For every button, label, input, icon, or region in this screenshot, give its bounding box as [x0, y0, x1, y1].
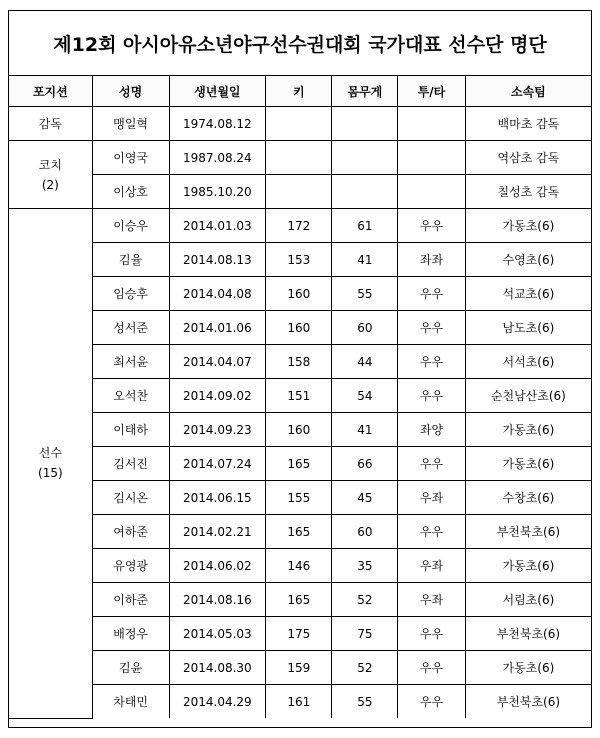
cell-height: 160	[266, 311, 332, 345]
cell-birth: 2014.04.08	[169, 277, 266, 311]
cell-height: 165	[266, 447, 332, 481]
cell-weight: 55	[332, 277, 398, 311]
position-label: 감독	[38, 116, 62, 131]
cell-height	[266, 175, 332, 209]
cell-birth: 2014.09.23	[169, 413, 266, 447]
table-row	[9, 651, 591, 685]
cell-height: 155	[266, 481, 332, 515]
cell-weight: 45	[332, 481, 398, 515]
cell-birth: 1974.08.12	[169, 107, 266, 141]
cell-throw-bat: 우우	[398, 685, 466, 719]
cell-team: 부천북초(6)	[465, 685, 591, 719]
cell-team: 순천남산초(6)	[465, 379, 591, 413]
cell-team: 부천북초(6)	[465, 515, 591, 549]
cell-name: 최서윤	[92, 345, 169, 379]
cell-team: 가동초(6)	[465, 447, 591, 481]
table-row	[9, 209, 591, 243]
table-row	[9, 447, 591, 481]
cell-weight: 61	[332, 209, 398, 243]
cell-throw-bat: 우우	[398, 277, 466, 311]
column-header-weight: 몸무게	[332, 76, 398, 107]
cell-name: 성서준	[92, 311, 169, 345]
cell-birth: 2014.08.16	[169, 583, 266, 617]
cell-birth: 2014.08.13	[169, 243, 266, 277]
cell-name: 이태하	[92, 413, 169, 447]
cell-name: 이승우	[92, 209, 169, 243]
cell-birth: 2014.04.29	[169, 685, 266, 719]
cell-throw-bat	[398, 175, 466, 209]
column-header-birth: 생년월일	[169, 76, 266, 107]
table-row	[9, 107, 591, 141]
cell-team: 가동초(6)	[465, 651, 591, 685]
cell-throw-bat: 우좌	[398, 481, 466, 515]
cell-team: 역삼초 감독	[465, 141, 591, 175]
cell-height: 153	[266, 243, 332, 277]
cell-birth: 2014.06.15	[169, 481, 266, 515]
cell-weight: 66	[332, 447, 398, 481]
cell-weight: 75	[332, 617, 398, 651]
cell-birth: 2014.05.03	[169, 617, 266, 651]
table-row	[9, 175, 591, 209]
cell-height: 160	[266, 413, 332, 447]
cell-birth: 1987.08.24	[169, 141, 266, 175]
cell-throw-bat	[398, 141, 466, 175]
cell-height: 151	[266, 379, 332, 413]
cell-name: 차태민	[92, 685, 169, 719]
roster-body	[9, 107, 591, 719]
table-row	[9, 243, 591, 277]
table-row	[9, 277, 591, 311]
cell-birth: 2014.01.06	[169, 311, 266, 345]
cell-throw-bat: 우좌	[398, 583, 466, 617]
cell-birth: 2014.09.02	[169, 379, 266, 413]
cell-throw-bat: 우우	[398, 617, 466, 651]
cell-name: 임승후	[92, 277, 169, 311]
cell-height	[266, 141, 332, 175]
cell-name: 김시온	[92, 481, 169, 515]
table-row	[9, 617, 591, 651]
table-row	[9, 311, 591, 345]
cell-throw-bat: 좌양	[398, 413, 466, 447]
cell-position	[9, 141, 92, 209]
roster-document	[8, 10, 592, 728]
cell-weight: 52	[332, 583, 398, 617]
cell-name: 이영국	[92, 141, 169, 175]
cell-height: 165	[266, 583, 332, 617]
table-row	[9, 379, 591, 413]
cell-name: 김율	[92, 243, 169, 277]
header-row	[9, 76, 591, 107]
cell-throw-bat	[398, 107, 466, 141]
cell-name: 맹일혁	[92, 107, 169, 141]
cell-name: 유영광	[92, 549, 169, 583]
cell-throw-bat: 우우	[398, 379, 466, 413]
cell-team: 가동초(6)	[465, 209, 591, 243]
cell-team: 수영초(6)	[465, 243, 591, 277]
cell-birth: 2014.02.21	[169, 515, 266, 549]
column-header-height: 키	[266, 76, 332, 107]
column-header-position: 포지션	[9, 76, 92, 107]
cell-height	[266, 107, 332, 141]
cell-team: 서림초(6)	[465, 583, 591, 617]
cell-team: 칠성초 감독	[465, 175, 591, 209]
cell-height: 158	[266, 345, 332, 379]
cell-team: 석교초(6)	[465, 277, 591, 311]
cell-throw-bat: 우우	[398, 209, 466, 243]
cell-name: 김서진	[92, 447, 169, 481]
position-label: 코치	[38, 157, 62, 172]
cell-weight	[332, 175, 398, 209]
cell-height: 165	[266, 515, 332, 549]
position-label: 선수	[38, 446, 62, 461]
cell-weight: 60	[332, 515, 398, 549]
cell-height: 172	[266, 209, 332, 243]
table-row	[9, 141, 591, 175]
cell-name: 여하준	[92, 515, 169, 549]
cell-team: 서석초(6)	[465, 345, 591, 379]
cell-weight: 60	[332, 311, 398, 345]
column-header-name: 성명	[92, 76, 169, 107]
cell-throw-bat: 우우	[398, 447, 466, 481]
cell-birth: 2014.06.02	[169, 549, 266, 583]
cell-height: 146	[266, 549, 332, 583]
cell-name: 김윤	[92, 651, 169, 685]
cell-weight: 35	[332, 549, 398, 583]
cell-weight: 52	[332, 651, 398, 685]
cell-weight: 41	[332, 413, 398, 447]
roster-table	[9, 76, 591, 719]
cell-height: 175	[266, 617, 332, 651]
cell-weight: 41	[332, 243, 398, 277]
cell-height: 159	[266, 651, 332, 685]
cell-name: 이상호	[92, 175, 169, 209]
cell-throw-bat: 우좌	[398, 549, 466, 583]
cell-team: 남도초(6)	[465, 311, 591, 345]
cell-birth: 2014.04.07	[169, 345, 266, 379]
cell-team: 가동초(6)	[465, 413, 591, 447]
cell-throw-bat: 우우	[398, 345, 466, 379]
cell-position	[9, 107, 92, 141]
table-row	[9, 515, 591, 549]
cell-throw-bat: 우우	[398, 651, 466, 685]
table-row	[9, 685, 591, 719]
cell-team: 수창초(6)	[465, 481, 591, 515]
cell-name: 배정우	[92, 617, 169, 651]
table-row	[9, 549, 591, 583]
cell-birth: 2014.01.03	[169, 209, 266, 243]
table-row	[9, 481, 591, 515]
cell-team: 백마초 감독	[465, 107, 591, 141]
table-row	[9, 413, 591, 447]
cell-weight	[332, 141, 398, 175]
position-count: (2)	[41, 177, 59, 192]
cell-throw-bat: 좌좌	[398, 243, 466, 277]
cell-weight: 54	[332, 379, 398, 413]
cell-throw-bat: 우우	[398, 515, 466, 549]
cell-name: 이하준	[92, 583, 169, 617]
cell-name: 오석찬	[92, 379, 169, 413]
position-count: (15)	[38, 466, 63, 481]
cell-position	[9, 209, 92, 719]
cell-weight	[332, 107, 398, 141]
cell-height: 161	[266, 685, 332, 719]
column-header-throw-bat: 투/타	[398, 76, 466, 107]
table-row	[9, 345, 591, 379]
cell-weight: 55	[332, 685, 398, 719]
cell-team: 부천북초(6)	[465, 617, 591, 651]
cell-throw-bat: 우우	[398, 311, 466, 345]
cell-weight: 44	[332, 345, 398, 379]
cell-birth: 2014.07.24	[169, 447, 266, 481]
column-header-team: 소속팀	[465, 76, 591, 107]
cell-team: 가동초(6)	[465, 549, 591, 583]
title-bar	[9, 11, 591, 76]
cell-height: 160	[266, 277, 332, 311]
cell-birth: 2014.08.30	[169, 651, 266, 685]
table-row	[9, 583, 591, 617]
cell-birth: 1985.10.20	[169, 175, 266, 209]
page-title: 제12회 아시아유소년야구선수권대회 국가대표 선수단 명단	[53, 33, 547, 56]
